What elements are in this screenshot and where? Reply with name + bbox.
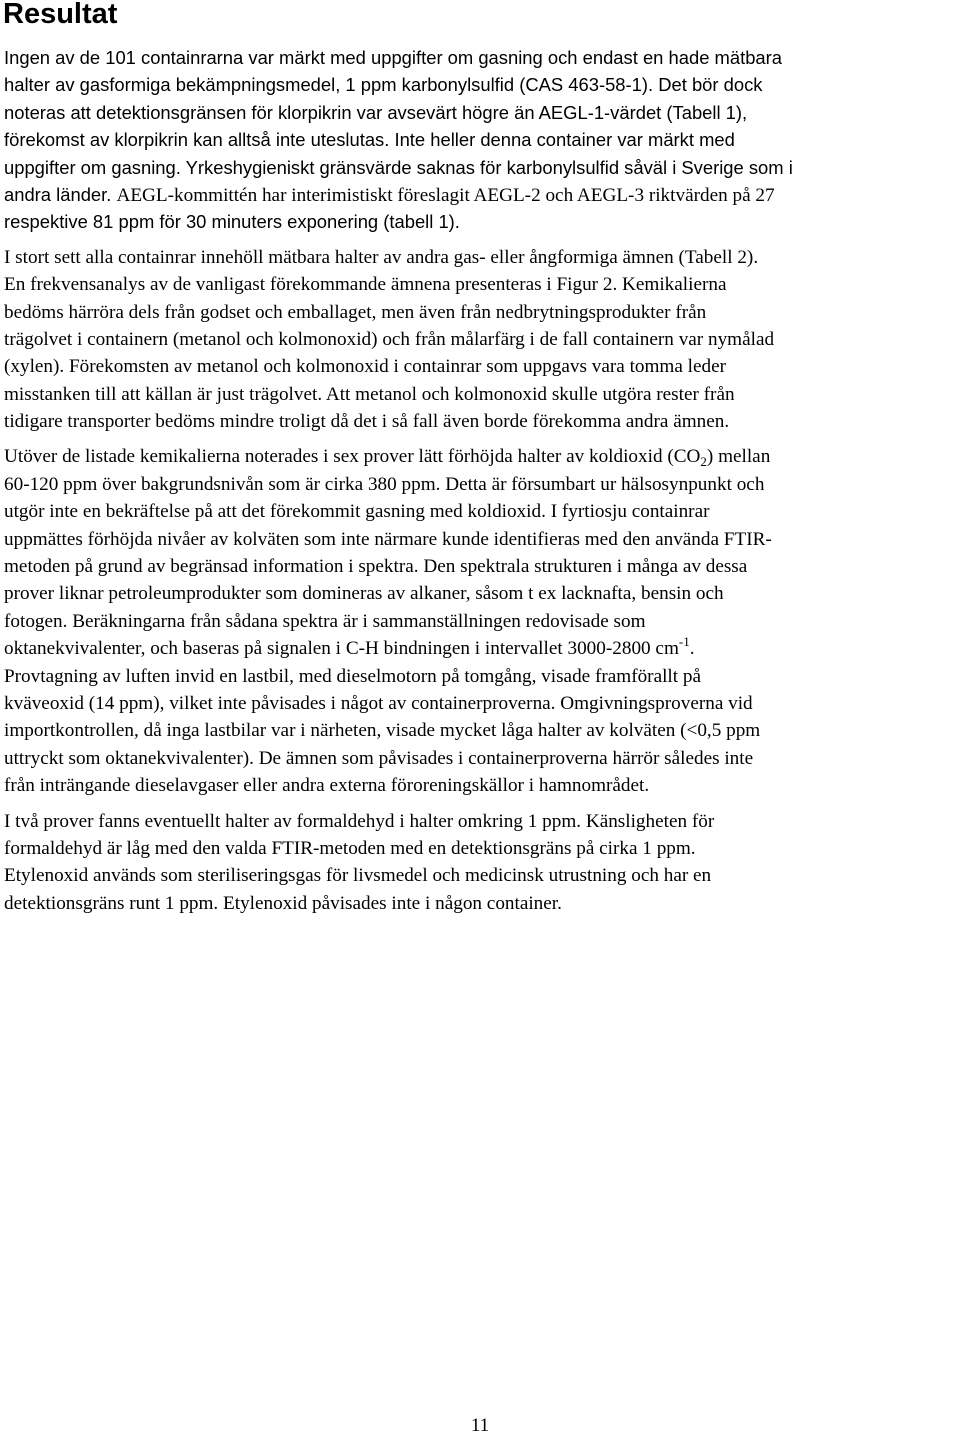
text-segment: utgör inte en bekräftelse på att det förekommit gasning med koldioxid. I fyrtiosju containrar (4, 501, 710, 523)
text-segment: prover liknar petroleumprodukter som domineras av alkaner, såsom t ex lacknafta, bensin och (4, 583, 724, 605)
text-segment: respektive 81 ppm för 30 minuters exponering (tabell 1). (4, 211, 460, 233)
text-line (4, 862, 956, 889)
text-line (4, 745, 956, 772)
text-segment: från inträngande dieselavgaser eller andra externa föroreningskällor i hamnområdet. (4, 775, 650, 797)
text-segment: trägolvet i containern (metanol och kolmonoxid) och från målarfärg i de fall containern var nymålad (4, 328, 775, 350)
text-line (4, 326, 956, 353)
text-line (4, 890, 956, 917)
text-line (4, 408, 956, 435)
text-line (4, 635, 956, 662)
paragraph-4 (4, 808, 956, 918)
text-line (4, 99, 956, 126)
text-line (4, 580, 956, 607)
text-segment: misstanken till att källan är just trägolvet. Att metanol och kolmonoxid skulle utgöra rester från (4, 383, 735, 405)
paragraph-2 (4, 244, 956, 436)
text-segment: AEGL-kommittén har interimistiskt föreslagit AEGL-2 och AEGL-3 riktvärden på 27 (116, 184, 775, 206)
text-segment: uppgifter om gasning. Yrkeshygieniskt gränsvärde saknas för karbonylsulfid såväl i Sverige som i (4, 156, 793, 178)
text-segment: importkontrollen, då inga lastbilar var i närheten, visade mycket låga halter av kolväten (<0,5 ppm (4, 720, 761, 742)
text-segment: detektionsgräns runt 1 ppm. Etylenoxid påvisades inte i någon container. (4, 892, 562, 914)
text-segment: uttryckt som oktanekvivalenter). De ämnen som påvisades i containerproverna härrör således inte (4, 747, 754, 769)
text-line (4, 690, 956, 717)
text-line (4, 835, 956, 862)
text-segment: förekomst av klorpikrin kan alltså inte uteslutas. Inte heller denna container var märkt med (4, 129, 735, 151)
text-segment: metoden på grund av begränsad information i spektra. Den spektrala strukturen i många av dessa (4, 556, 748, 578)
paragraph-1 (4, 44, 956, 236)
text-segment: oktanekvivalenter, och baseras på signalen i C-H bindningen i intervallet 3000-2800 cm (4, 638, 679, 660)
text-line (4, 663, 956, 690)
text-segment: ) mellan (706, 446, 771, 468)
text-line (4, 208, 956, 235)
text-line (4, 608, 956, 635)
text-segment: Utöver de listade kemikalierna noterades i sex prover lätt förhöjda halter av koldioxid (CO (4, 446, 701, 468)
text-segment: halter av gasformiga bekämpningsmedel, 1 ppm karbonylsulfid (CAS 463-58-1). Det bör dock (4, 74, 763, 96)
text-line (4, 181, 956, 208)
text-line (4, 126, 956, 153)
subscript: 2 (700, 454, 707, 470)
text-segment: kväveoxid (14 ppm), vilket inte påvisades i något av containerproverna. Omgivningsproverna vid (4, 692, 753, 714)
body-text (4, 44, 956, 925)
text-line (4, 717, 956, 744)
text-segment: Provtagning av luften invid en lastbil, med dieselmotorn på tomgång, visade framförallt på (4, 665, 701, 687)
text-segment: noteras att detektionsgränsen för klorpikrin var avsevärt högre än AEGL-1-värdet (Tabell 1), (4, 101, 748, 123)
text-segment: fotogen. Beräkningarna från sådana spektra är i sammanställningen redovisade som (4, 610, 646, 632)
text-line (4, 44, 956, 71)
text-segment: En frekvensanalys av de vanligast förekommande ämnena presenteras i Figur 2. Kemikalierna (4, 274, 727, 296)
superscript: -1 (678, 634, 690, 650)
text-line (4, 381, 956, 408)
text-line (4, 808, 956, 835)
text-line (4, 443, 956, 470)
text-line (4, 353, 956, 380)
text-line (4, 772, 956, 799)
text-line (4, 471, 956, 498)
text-segment: bedöms härröra dels från godset och emballaget, men även från nedbrytningsprodukter från (4, 301, 707, 323)
text-line (4, 526, 956, 553)
page-number: 11 (470, 1415, 490, 1436)
text-segment: (xylen). Förekomsten av metanol och kolmonoxid i containrar som uppgavs vara tomma leder (4, 356, 727, 378)
text-line (4, 244, 956, 271)
text-segment: . (689, 638, 695, 660)
text-line (4, 498, 956, 525)
text-segment: Etylenoxid används som steriliseringsgas för livsmedel och medicinsk utrustning och har en (4, 865, 712, 887)
text-segment: I två prover fanns eventuellt halter av formaldehyd i halter omkring 1 ppm. Känsligheten för (4, 810, 715, 832)
text-segment: 60-120 ppm över bakgrundsnivån som är cirka 380 ppm. Detta är försumbart ur hälsosynpunkt och (4, 473, 765, 495)
text-line (4, 154, 956, 181)
paragraph-3 (4, 443, 956, 799)
text-segment: formaldehyd är låg med den valda FTIR-metoden med en detektionsgräns på cirka 1 ppm. (4, 837, 696, 859)
text-segment: tidigare transporter bedöms mindre troligt då det i så fall även borde förekomma andra ämnen. (4, 411, 730, 433)
text-segment: I stort sett alla containrar innehöll mätbara halter av andra gas- eller ångformiga ämnen (Tabell 2). (4, 246, 759, 268)
text-line (4, 299, 956, 326)
text-line (4, 553, 956, 580)
text-segment: andra länder. (4, 183, 117, 205)
text-line (4, 71, 956, 98)
section-heading: Resultat (3, 0, 118, 30)
text-segment: Ingen av de 101 containrarna var märkt med uppgifter om gasning och endast en hade mätbara (4, 47, 783, 68)
text-segment: uppmättes förhöjda nivåer av kolväten som inte närmare kunde identifieras med den använda FTIR- (4, 528, 772, 550)
text-line (4, 271, 956, 298)
